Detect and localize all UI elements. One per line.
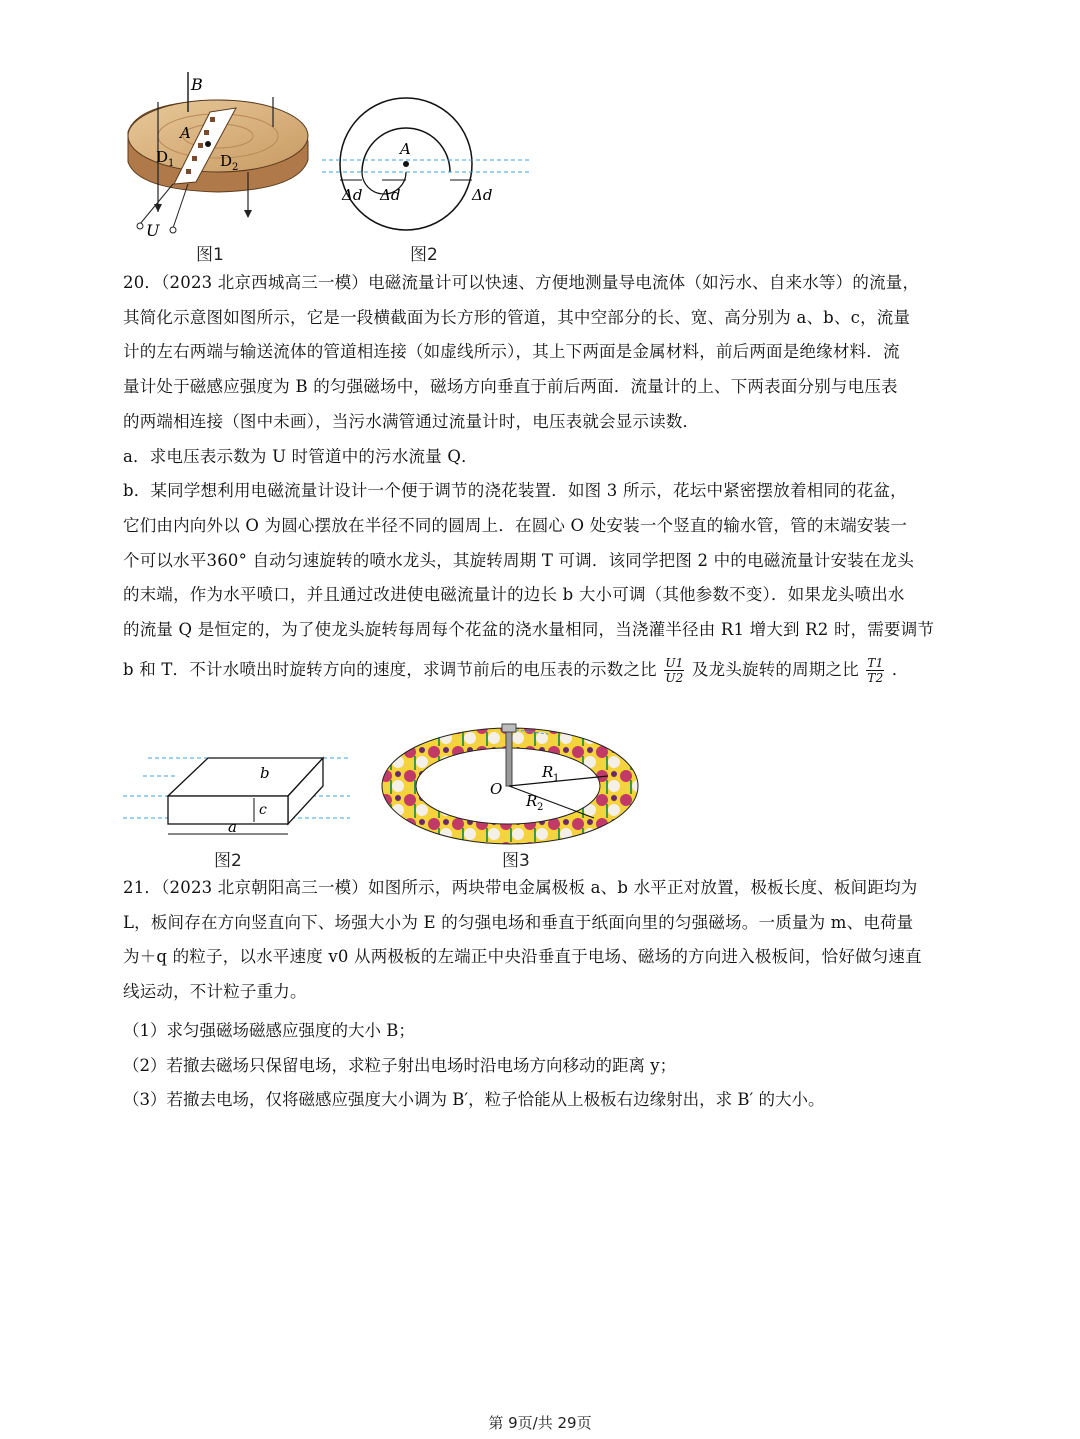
figure-2-circles: [320, 80, 532, 245]
question-21-subparts: [123, 1014, 963, 1118]
figure-1-drawing: [118, 72, 318, 242]
q20-line-1: 20．（2023 北京西城高三一模）电磁流量计可以快速、方便地测量导电流体（如污水、自来水等）的流量，: [123, 273, 920, 292]
figure-2-drawing: [320, 80, 532, 245]
q20-line-5: 的两端相连接（图中未画），当污水满管通过流量计时，电压表就会显示读数．: [123, 411, 700, 431]
q20-line-2: 其简化示意图如图所示，它是一段横截面为长方形的管道，其中空部分的长、宽、高分别为 a、b、c，流量: [123, 307, 911, 327]
fig3-label-R1: R: [542, 763, 554, 781]
fig3-label-O: O: [490, 780, 503, 798]
box-label-b: b: [260, 764, 270, 782]
fig1-label-U: U: [146, 221, 160, 240]
q20-part-b-line-1: b．某同学想利用电磁流量计设计一个便于调节的浇花装置．如图 3 所示，花坛中紧密摆放着相同的花盆，: [123, 481, 907, 501]
frac-u-num: U1: [665, 655, 684, 670]
q20-part-b-line-6: [123, 648, 963, 692]
q20-part-b-line-2: 它们由内向外以 O 为圆心摆放在半径不同的圆周上．在圆心 O 处安装一个竖直的输水管，管的末端安装一: [123, 515, 908, 535]
q20-line-3: 计的左右两端与输送流体的管道相连接（如虚线所示），其上下两面是金属材料，前后两面是绝缘材料．流: [123, 342, 900, 362]
question-21: [123, 871, 963, 1010]
q21-line-1: 21．（2023 北京朝阳高三一模）如图所示，两块带电金属极板 a、b 水平正对放置，极板长度、板间距均为: [123, 878, 918, 897]
fraction-t1-t2: [866, 656, 884, 685]
fig1-label-D2-sub: 2: [232, 162, 239, 173]
q21-line-4: 线运动，不计粒子重力。: [123, 982, 307, 1002]
q20-part-b-line-5: 的流量 Q 是恒定的，为了使龙头旋转每周每个花盆的浇水量相同，当浇灌半径由 R1 增大到 R2 时，需要调节: [123, 620, 935, 640]
q21-line-2: L，板间存在方向竖直向下、场强大小为 E 的匀强电场和垂直于纸面向里的匀强磁场。一质量为 m、电荷量: [123, 912, 914, 932]
fig3-label-R2-sub: 2: [537, 802, 544, 813]
fig2-label-delta-d-3: Δd: [472, 186, 493, 204]
figure-2-top-caption: 图2: [410, 245, 438, 265]
fig1-label-A: A: [180, 124, 191, 142]
frac-u-den: U2: [665, 670, 684, 685]
q20-last-line-pre: b 和 T．不计水喷出时旋转方向的速度，求调节前后的电压表的示数之比: [123, 659, 657, 679]
q20-last-line-mid: 及龙头旋转的周期之比: [691, 659, 859, 679]
fraction-u1-u2: [664, 656, 684, 685]
q21-line-3: 为＋q 的粒子，以水平速度 v0 从两极板的左端正中央沿垂直于电场、磁场的方向进入极板间，恰好做匀速直: [123, 947, 922, 967]
fig3-label-R1-sub: 1: [553, 773, 560, 784]
fig2-label-delta-d-1: Δd: [342, 186, 363, 204]
q20-part-b-line-4: 的末端，作为水平喷口，并且通过改进使电磁流量计的边长 b 大小可调（其他参数不变）．如果龙头喷出水: [123, 585, 905, 605]
fig1-label-D1: D: [156, 148, 169, 166]
q20-line-4: 量计处于磁感应强度为 B 的匀强磁场中，磁场方向垂直于前后两面．流量计的上、下两表面分别与电压表: [123, 377, 898, 397]
q20-last-line-end: ．: [891, 659, 909, 679]
figure-3-drawing: [380, 722, 640, 846]
box-label-a: a: [228, 818, 237, 836]
figure-3-caption: 图3: [502, 851, 530, 871]
fig2-label-A: A: [400, 140, 411, 158]
q20-part-a: a．求电压表示数为 U 时管道中的污水流量 Q．: [123, 446, 478, 466]
fig1-label-D2: D: [220, 152, 233, 170]
frac-t-den: T2: [867, 670, 884, 685]
page-footer: 第 9页/共 29页: [488, 1414, 592, 1432]
fig1-label-B: B: [191, 75, 203, 94]
fig2-label-delta-d-2: Δd: [380, 186, 401, 204]
q21-sub-2: （2）若撤去磁场只保留电场，求粒子射出电场时沿电场方向移动的距离 y；: [123, 1055, 677, 1075]
figure-1-caption: 图1: [196, 245, 224, 265]
q21-sub-1: （1）求匀强磁场磁感应强度的大小 B；: [123, 1021, 415, 1040]
fig1-label-D1-sub: 1: [168, 158, 175, 169]
figure-2-box-drawing: [118, 748, 358, 848]
fig3-label-R2: R: [526, 792, 538, 810]
question-20: [123, 266, 963, 692]
q20-part-b-line-3: 个可以水平360° 自动匀速旋转的喷水龙头，其旋转周期 T 可调．该同学把图 2 中的电磁流量计安装在龙头: [123, 550, 915, 570]
frac-t-num: T1: [867, 655, 884, 670]
q21-sub-3: （3）若撤去电场，仅将磁感应强度大小调为 B′，粒子恰能从上极板右边缘射出，求 B′ 的大小。: [123, 1090, 825, 1110]
figure-2-box: [118, 748, 358, 848]
figure-2-box-caption: 图2: [214, 851, 242, 871]
figure-1: [118, 72, 318, 242]
figure-3: [380, 722, 640, 846]
box-label-c: c: [259, 802, 267, 818]
